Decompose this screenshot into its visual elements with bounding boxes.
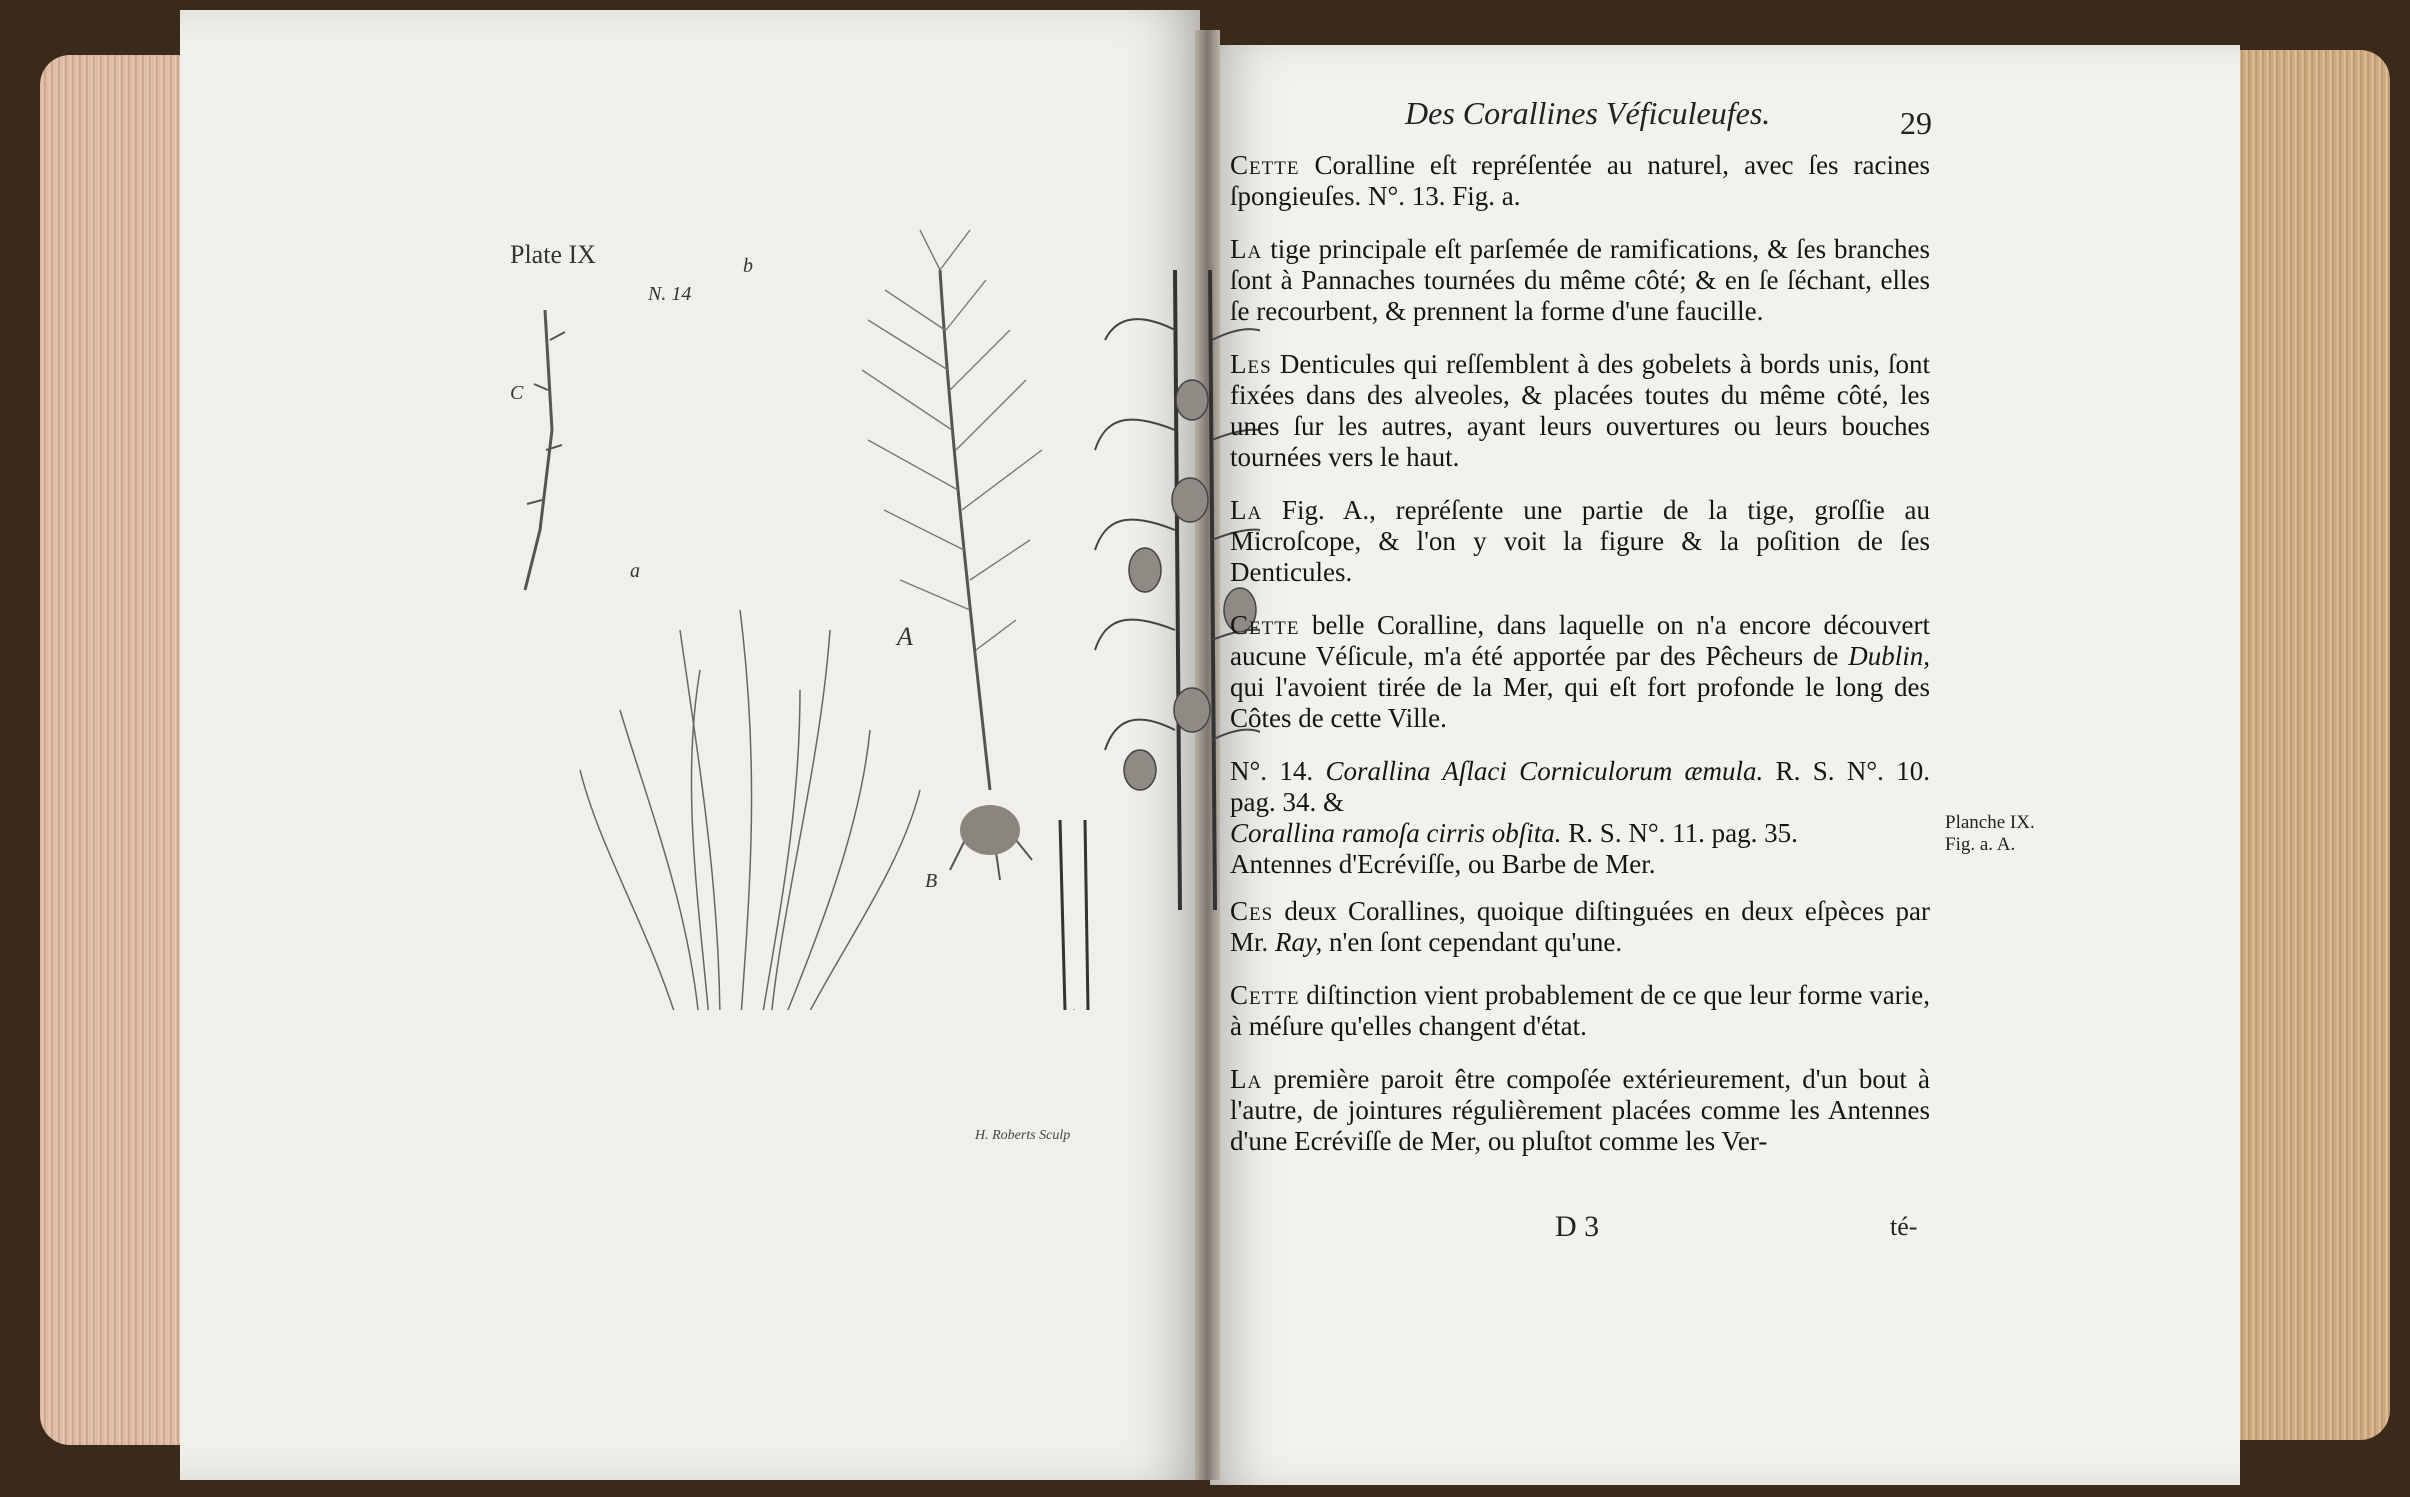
paragraph-4: La Fig. A., repréſente une partie de la tige, groſſie au Microſcope, & l'on y voit la figure & la poſition de ſes Denticules. [1230, 495, 1931, 587]
paragraph-2: La tige principale eſt parſemée de ramifications, & ſes branches ſont à Pannaches tournées du même côté; & en ſe ſéchant, elles ſe recourbent, & prennent la forme d'une faucille. [1230, 234, 1931, 326]
figure-label-a: a [630, 560, 640, 582]
figure-label-c: C [510, 382, 524, 404]
figure-label-b: b [743, 255, 753, 277]
margin-note: Planche IX. Fig. a. A. [1945, 812, 2035, 855]
running-head: Des Corallines Véficuleufes. [1405, 95, 1771, 131]
figure-label-n14: N. 14 [648, 283, 692, 305]
body-text [1230, 150, 1930, 1179]
paragraph-5: Cette belle Coralline, dans laquelle on n'a encore découvert aucune Véſicule, m'a été apportée par des Pêcheurs de Dublin, qui l'avoient tirée de la Mer, qui eſt fort profonde le long des Côtes de cette Ville. [1230, 610, 1930, 733]
signature-mark: D 3 [1555, 1210, 1600, 1243]
right-page-edges [2230, 50, 2390, 1440]
species-entry: N°. 14. Corallina Aſlaci Corniculorum æmula. R. S. N°. 10. pag. 34. & Corallina ramoſa cirris obſita. R. S. N°. 11. pag. 35. Antennes d'Ecréviſſe, ou Barbe de Mer. [1230, 756, 1930, 879]
coralline-plate-illustration [180, 10, 1260, 1010]
page-number: 29 [1900, 105, 1932, 141]
figure-label-A: A [897, 622, 913, 651]
plate-title: Plate IX [510, 240, 596, 269]
paragraph-8: La première paroit être compoſée extérieurement, d'un bout à l'autre, de jointures régulièrement placées comme les Antennes d'une Ecréviſſe de Mer, ou pluſtot comme les Ver- [1230, 1064, 1931, 1156]
catchword: té- [1890, 1212, 1918, 1241]
paragraph-1: Cette Coralline eſt repréſentée au naturel, avec ſes racines ſpongieuſes. N°. 13. Fig. a. [1230, 150, 1930, 211]
paragraph-7: Cette diſtinction vient probablement de ce que leur forme varie, à méſure qu'elles changent d'état. [1230, 980, 1930, 1041]
engraver-credit: H. Roberts Sculp [975, 1128, 1071, 1143]
figure-label-B: B [925, 870, 938, 892]
paragraph-6: Ces deux Corallines, quoique diſtinguées en deux eſpèces par Mr. Ray, n'en ſont cependant qu'une. [1230, 896, 1930, 957]
paragraph-3: Les Denticules qui reſſemblent à des gobelets à bords unis, ſont fixées dans des alveoles, & placées toutes du même côté, les unes ſur les autres, ayant leurs ouvertures ou leurs bouches tournées vers le haut. [1230, 349, 1930, 472]
left-page-edges [40, 55, 190, 1445]
